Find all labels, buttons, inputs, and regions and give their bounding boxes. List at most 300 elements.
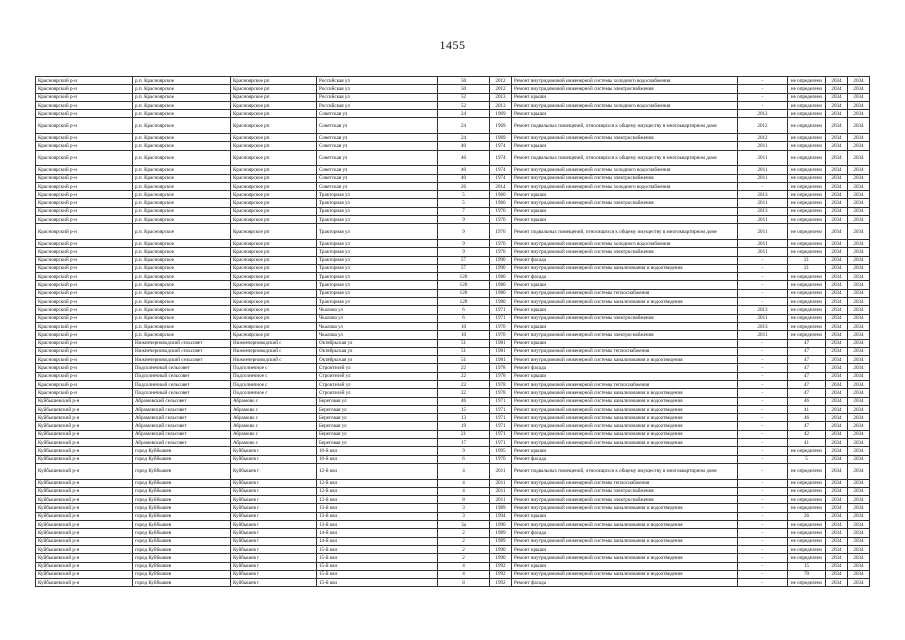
year-built-cell: 1974 bbox=[490, 174, 512, 182]
year-built-cell: 1990 bbox=[490, 256, 512, 264]
wear-percent-cell: не определено bbox=[788, 554, 826, 562]
wear-percent-cell: не определено bbox=[788, 322, 826, 330]
district-cell: Красноярский р-н bbox=[36, 298, 133, 306]
street-cell: Советская ул bbox=[317, 150, 438, 166]
house-number-cell: 9 bbox=[438, 224, 490, 240]
district-cell: Красноярский р-н bbox=[36, 134, 133, 142]
work-type-cell: Ремонт фасада bbox=[512, 273, 738, 281]
work-type-cell: Ремонт подвальных помещений, относящихся к общему имуществу в многоквартирном доме bbox=[512, 150, 738, 166]
house-number-cell: 21 bbox=[438, 430, 490, 438]
district-cell: Куйбышевский р-н bbox=[36, 504, 133, 512]
street-cell: 14-й квл bbox=[317, 537, 438, 545]
plan-year-end-cell: 2034 bbox=[848, 487, 870, 495]
locality-cell: Куйбышев г bbox=[231, 554, 317, 562]
district-cell: Красноярский р-н bbox=[36, 174, 133, 182]
street-cell: 12-й квл bbox=[317, 487, 438, 495]
locality-cell: Красноярское рп bbox=[231, 101, 317, 109]
settlement-cell: р.п. Красноярское bbox=[133, 256, 231, 264]
plan-year-end-cell: 2034 bbox=[848, 207, 870, 215]
wear-percent-cell: не определено bbox=[788, 239, 826, 247]
last-repair-year-cell: 2011 bbox=[738, 331, 788, 339]
plan-year-start-cell: 2034 bbox=[826, 414, 848, 422]
plan-year-end-cell: 2034 bbox=[848, 248, 870, 256]
last-repair-year-cell: - bbox=[738, 405, 788, 413]
wear-percent-cell: 46 bbox=[788, 397, 826, 405]
house-number-cell: 13 bbox=[438, 414, 490, 422]
last-repair-year-cell: - bbox=[738, 389, 788, 397]
plan-year-start-cell: 2034 bbox=[826, 331, 848, 339]
work-type-cell: Ремонт фасада bbox=[512, 455, 738, 463]
table-row bbox=[36, 439, 870, 447]
settlement-cell: Подсолнечный сельсовет bbox=[133, 372, 231, 380]
last-repair-year-cell: - bbox=[738, 479, 788, 487]
last-repair-year-cell: 2011 bbox=[738, 216, 788, 224]
house-number-cell: 52 bbox=[438, 93, 490, 101]
year-built-cell: 1970 bbox=[490, 322, 512, 330]
plan-year-start-cell: 2034 bbox=[826, 118, 848, 134]
wear-percent-cell: не определено bbox=[788, 77, 826, 85]
last-repair-year-cell: 2012 bbox=[738, 110, 788, 118]
locality-cell: Красноярское рп bbox=[231, 199, 317, 207]
year-built-cell: 1969 bbox=[490, 118, 512, 134]
district-cell: Куйбышевский р-н bbox=[36, 463, 133, 479]
work-type-cell: Ремонт крыши bbox=[512, 372, 738, 380]
work-type-cell: Ремонт внутридомовой инженерной системы канализования и водоотведения bbox=[512, 554, 738, 562]
settlement-cell: р.п. Красноярское bbox=[133, 199, 231, 207]
house-number-cell: 4 bbox=[438, 570, 490, 578]
locality-cell: Красноярское рп bbox=[231, 182, 317, 190]
locality-cell: Куйбышев г bbox=[231, 545, 317, 553]
year-built-cell: 1976 bbox=[490, 216, 512, 224]
house-number-cell: 57 bbox=[438, 256, 490, 264]
plan-year-start-cell: 2034 bbox=[826, 93, 848, 101]
wear-percent-cell: 21 bbox=[788, 256, 826, 264]
house-number-cell: 6 bbox=[438, 314, 490, 322]
locality-cell: Красноярское рп bbox=[231, 298, 317, 306]
plan-year-start-cell: 2034 bbox=[826, 182, 848, 190]
locality-cell: Красноярское рп bbox=[231, 239, 317, 247]
last-repair-year-cell: 2011 bbox=[738, 166, 788, 174]
work-type-cell: Ремонт фасада bbox=[512, 364, 738, 372]
plan-year-start-cell: 2034 bbox=[826, 397, 848, 405]
table-row bbox=[36, 134, 870, 142]
wear-percent-cell: не определено bbox=[788, 248, 826, 256]
locality-cell: Подсолнечное с bbox=[231, 389, 317, 397]
work-type-cell: Ремонт крыши bbox=[512, 339, 738, 347]
wear-percent-cell: не определено bbox=[788, 447, 826, 455]
last-repair-year-cell: - bbox=[738, 101, 788, 109]
plan-year-end-cell: 2034 bbox=[848, 191, 870, 199]
work-type-cell: Ремонт внутридомовой инженерной системы электроснабжения bbox=[512, 248, 738, 256]
wear-percent-cell: не определено bbox=[788, 191, 826, 199]
plan-year-end-cell: 2034 bbox=[848, 356, 870, 364]
locality-cell: Красноярское рп bbox=[231, 191, 317, 199]
plan-year-start-cell: 2034 bbox=[826, 314, 848, 322]
street-cell: 13-й квл bbox=[317, 504, 438, 512]
locality-cell: Красноярское рп bbox=[231, 322, 317, 330]
house-number-cell: 120 bbox=[438, 289, 490, 297]
plan-year-end-cell: 2034 bbox=[848, 447, 870, 455]
plan-year-start-cell: 2034 bbox=[826, 364, 848, 372]
plan-year-end-cell: 2034 bbox=[848, 529, 870, 537]
work-type-cell: Ремонт внутридомовой инженерной системы холодного водоснабжения bbox=[512, 101, 738, 109]
wear-percent-cell: не определено bbox=[788, 216, 826, 224]
street-cell: Тракторная ул bbox=[317, 256, 438, 264]
year-built-cell: 1970 bbox=[490, 455, 512, 463]
street-cell: Российская ул bbox=[317, 77, 438, 85]
last-repair-year-cell: - bbox=[738, 487, 788, 495]
plan-year-start-cell: 2034 bbox=[826, 150, 848, 166]
house-number-cell: 9 bbox=[438, 248, 490, 256]
wear-percent-cell: не определено bbox=[788, 496, 826, 504]
plan-year-end-cell: 2034 bbox=[848, 174, 870, 182]
locality-cell: Красноярское рп bbox=[231, 77, 317, 85]
street-cell: 12-й квл bbox=[317, 479, 438, 487]
street-cell: Российская ул bbox=[317, 85, 438, 93]
table-row bbox=[36, 77, 870, 85]
district-cell: Красноярский р-н bbox=[36, 85, 133, 93]
plan-year-end-cell: 2034 bbox=[848, 322, 870, 330]
plan-year-start-cell: 2034 bbox=[826, 356, 848, 364]
district-cell: Куйбышевский р-н bbox=[36, 562, 133, 570]
house-number-cell: 26 bbox=[438, 182, 490, 190]
house-number-cell: 57 bbox=[438, 264, 490, 272]
street-cell: Советская ул bbox=[317, 174, 438, 182]
district-cell: Куйбышевский р-н bbox=[36, 521, 133, 529]
street-cell: Тракторная ул bbox=[317, 224, 438, 240]
district-cell: Красноярский р-н bbox=[36, 364, 133, 372]
district-cell: Куйбышевский р-н bbox=[36, 487, 133, 495]
table-row bbox=[36, 479, 870, 487]
plan-year-end-cell: 2034 bbox=[848, 496, 870, 504]
locality-cell: Красноярское рп bbox=[231, 289, 317, 297]
district-cell: Красноярский р-н bbox=[36, 207, 133, 215]
settlement-cell: р.п. Красноярское bbox=[133, 101, 231, 109]
plan-year-end-cell: 2034 bbox=[848, 463, 870, 479]
work-type-cell: Ремонт крыши bbox=[512, 562, 738, 570]
table-row bbox=[36, 397, 870, 405]
house-number-cell: 120 bbox=[438, 298, 490, 306]
locality-cell: Куйбышев г bbox=[231, 521, 317, 529]
work-type-cell: Ремонт внутридомовой инженерной системы теплоснабжения bbox=[512, 380, 738, 388]
district-cell: Куйбышевский р-н bbox=[36, 496, 133, 504]
year-built-cell: 1976 bbox=[490, 248, 512, 256]
district-cell: Куйбышевский р-н bbox=[36, 579, 133, 587]
last-repair-year-cell: - bbox=[738, 570, 788, 578]
plan-year-end-cell: 2034 bbox=[848, 182, 870, 190]
wear-percent-cell: 26 bbox=[788, 512, 826, 520]
last-repair-year-cell: - bbox=[738, 521, 788, 529]
settlement-cell: город Куйбышев bbox=[133, 512, 231, 520]
plan-year-end-cell: 2034 bbox=[848, 380, 870, 388]
wear-percent-cell: не определено bbox=[788, 182, 826, 190]
wear-percent-cell: не определено bbox=[788, 298, 826, 306]
locality-cell: Красноярское рп bbox=[231, 110, 317, 118]
table-row bbox=[36, 455, 870, 463]
settlement-cell: город Куйбышев bbox=[133, 570, 231, 578]
settlement-cell: город Куйбышев bbox=[133, 521, 231, 529]
plan-year-start-cell: 2034 bbox=[826, 166, 848, 174]
plan-year-start-cell: 2034 bbox=[826, 77, 848, 85]
district-cell: Красноярский р-н bbox=[36, 150, 133, 166]
year-built-cell: 1971 bbox=[490, 405, 512, 413]
district-cell: Красноярский р-н bbox=[36, 347, 133, 355]
settlement-cell: р.п. Красноярское bbox=[133, 306, 231, 314]
plan-year-end-cell: 2034 bbox=[848, 422, 870, 430]
wear-percent-cell: не определено bbox=[788, 85, 826, 93]
work-type-cell: Ремонт внутридомовой инженерной системы канализования и водоотведения bbox=[512, 389, 738, 397]
last-repair-year-cell: - bbox=[738, 298, 788, 306]
plan-year-start-cell: 2034 bbox=[826, 216, 848, 224]
plan-year-end-cell: 2034 bbox=[848, 101, 870, 109]
plan-year-end-cell: 2034 bbox=[848, 430, 870, 438]
last-repair-year-cell: 2011 bbox=[738, 314, 788, 322]
settlement-cell: р.п. Красноярское bbox=[133, 142, 231, 150]
plan-year-end-cell: 2034 bbox=[848, 110, 870, 118]
settlement-cell: город Куйбышев bbox=[133, 579, 231, 587]
district-cell: Красноярский р-н bbox=[36, 191, 133, 199]
house-number-cell: 40 bbox=[438, 174, 490, 182]
street-cell: Береговая ул bbox=[317, 397, 438, 405]
house-number-cell: 24 bbox=[438, 110, 490, 118]
street-cell: Октябрьская ул bbox=[317, 347, 438, 355]
work-type-cell: Ремонт подвальных помещений, относящихся к общему имуществу в многоквартирном доме bbox=[512, 463, 738, 479]
work-type-cell: Ремонт крыши bbox=[512, 110, 738, 118]
work-type-cell: Ремонт подвальных помещений, относящихся к общему имуществу в многоквартирном доме bbox=[512, 224, 738, 240]
work-type-cell: Ремонт внутридомовой инженерной системы канализования и водоотведения bbox=[512, 521, 738, 529]
house-number-cell: 3 bbox=[438, 512, 490, 520]
last-repair-year-cell: 2011 bbox=[738, 174, 788, 182]
locality-cell: Красноярское рп bbox=[231, 331, 317, 339]
work-type-cell: Ремонт крыши bbox=[512, 93, 738, 101]
last-repair-year-cell: 2011 bbox=[738, 239, 788, 247]
wear-percent-cell: 15 bbox=[788, 562, 826, 570]
district-cell: Куйбышевский р-н bbox=[36, 512, 133, 520]
last-repair-year-cell: 2013 bbox=[738, 207, 788, 215]
settlement-cell: Абрамовский сельсовет bbox=[133, 414, 231, 422]
house-number-cell: 4 bbox=[438, 479, 490, 487]
settlement-cell: Нижнечерноводский сельсовет bbox=[133, 339, 231, 347]
house-number-cell: 6 bbox=[438, 306, 490, 314]
wear-percent-cell: не определено bbox=[788, 579, 826, 587]
plan-year-end-cell: 2034 bbox=[848, 306, 870, 314]
district-cell: Красноярский р-н bbox=[36, 224, 133, 240]
plan-year-start-cell: 2034 bbox=[826, 372, 848, 380]
last-repair-year-cell: - bbox=[738, 439, 788, 447]
locality-cell: Нижнечерноводский с bbox=[231, 347, 317, 355]
plan-year-start-cell: 2034 bbox=[826, 224, 848, 240]
house-number-cell: 5 bbox=[438, 191, 490, 199]
plan-year-end-cell: 2034 bbox=[848, 545, 870, 553]
street-cell: Тракторная ул bbox=[317, 239, 438, 247]
year-built-cell: 1992 bbox=[490, 579, 512, 587]
plan-year-end-cell: 2034 bbox=[848, 364, 870, 372]
plan-year-start-cell: 2034 bbox=[826, 521, 848, 529]
wear-percent-cell: 47 bbox=[788, 339, 826, 347]
table-row bbox=[36, 339, 870, 347]
table-row bbox=[36, 281, 870, 289]
last-repair-year-cell: - bbox=[738, 529, 788, 537]
house-number-cell: 40 bbox=[438, 142, 490, 150]
locality-cell: Красноярское рп bbox=[231, 314, 317, 322]
house-number-cell: 10 bbox=[438, 322, 490, 330]
locality-cell: Куйбышев г bbox=[231, 579, 317, 587]
district-cell: Куйбышевский р-н bbox=[36, 422, 133, 430]
last-repair-year-cell: - bbox=[738, 422, 788, 430]
year-built-cell: 1989 bbox=[490, 504, 512, 512]
table-row bbox=[36, 372, 870, 380]
year-built-cell: 1992 bbox=[490, 570, 512, 578]
last-repair-year-cell: 2011 bbox=[738, 199, 788, 207]
locality-cell: Подсолнечное с bbox=[231, 380, 317, 388]
work-type-cell: Ремонт фасада bbox=[512, 256, 738, 264]
last-repair-year-cell: - bbox=[738, 281, 788, 289]
last-repair-year-cell: - bbox=[738, 504, 788, 512]
year-built-cell: 1981 bbox=[490, 356, 512, 364]
work-type-cell: Ремонт внутридомовой инженерной системы холодного водоснабжения bbox=[512, 166, 738, 174]
plan-year-end-cell: 2034 bbox=[848, 570, 870, 578]
plan-year-end-cell: 2034 bbox=[848, 389, 870, 397]
year-built-cell: 1960 bbox=[490, 191, 512, 199]
street-cell: Строителей ул bbox=[317, 364, 438, 372]
house-number-cell: 24 bbox=[438, 118, 490, 134]
table-row bbox=[36, 422, 870, 430]
last-repair-year-cell: 2011 bbox=[738, 224, 788, 240]
street-cell: Тракторная ул bbox=[317, 298, 438, 306]
capital-repair-table bbox=[35, 76, 870, 587]
settlement-cell: р.п. Красноярское bbox=[133, 248, 231, 256]
table-row bbox=[36, 191, 870, 199]
plan-year-end-cell: 2034 bbox=[848, 504, 870, 512]
street-cell: Тракторная ул bbox=[317, 264, 438, 272]
street-cell: Советская ул bbox=[317, 110, 438, 118]
wear-percent-cell: не определено bbox=[788, 199, 826, 207]
locality-cell: Красноярское рп bbox=[231, 216, 317, 224]
wear-percent-cell: не определено bbox=[788, 150, 826, 166]
locality-cell: Нижнечерноводский с bbox=[231, 339, 317, 347]
settlement-cell: город Куйбышев bbox=[133, 447, 231, 455]
settlement-cell: р.п. Красноярское bbox=[133, 216, 231, 224]
last-repair-year-cell: - bbox=[738, 93, 788, 101]
district-cell: Красноярский р-н bbox=[36, 182, 133, 190]
year-built-cell: 2011 bbox=[490, 487, 512, 495]
plan-year-start-cell: 2034 bbox=[826, 281, 848, 289]
plan-year-start-cell: 2034 bbox=[826, 380, 848, 388]
locality-cell: Подсолнечное с bbox=[231, 364, 317, 372]
street-cell: Береговая ул bbox=[317, 414, 438, 422]
work-type-cell: Ремонт внутридомовой инженерной системы электроснабжения bbox=[512, 85, 738, 93]
table-row bbox=[36, 110, 870, 118]
plan-year-end-cell: 2034 bbox=[848, 512, 870, 520]
plan-year-start-cell: 2034 bbox=[826, 191, 848, 199]
street-cell: Строителей ул bbox=[317, 389, 438, 397]
wear-percent-cell: 41 bbox=[788, 439, 826, 447]
wear-percent-cell: не определено bbox=[788, 504, 826, 512]
street-cell: Чкалова ул bbox=[317, 322, 438, 330]
street-cell: Советская ул bbox=[317, 118, 438, 134]
settlement-cell: город Куйбышев bbox=[133, 479, 231, 487]
year-built-cell: 1981 bbox=[490, 347, 512, 355]
wear-percent-cell: 47 bbox=[788, 422, 826, 430]
wear-percent-cell: 47 bbox=[788, 372, 826, 380]
street-cell: Строителей ул bbox=[317, 380, 438, 388]
wear-percent-cell: не определено bbox=[788, 545, 826, 553]
house-number-cell: 40 bbox=[438, 166, 490, 174]
plan-year-start-cell: 2034 bbox=[826, 142, 848, 150]
work-type-cell: Ремонт внутридомовой инженерной системы холодного водоснабжения bbox=[512, 239, 738, 247]
plan-year-end-cell: 2034 bbox=[848, 273, 870, 281]
table-row bbox=[36, 562, 870, 570]
table-row bbox=[36, 142, 870, 150]
plan-year-start-cell: 2034 bbox=[826, 174, 848, 182]
last-repair-year-cell: - bbox=[738, 455, 788, 463]
district-cell: Куйбышевский р-н bbox=[36, 430, 133, 438]
street-cell: Тракторная ул bbox=[317, 281, 438, 289]
year-built-cell: 1971 bbox=[490, 306, 512, 314]
plan-year-start-cell: 2034 bbox=[826, 134, 848, 142]
table-row bbox=[36, 85, 870, 93]
table-row bbox=[36, 216, 870, 224]
last-repair-year-cell: 2013 bbox=[738, 191, 788, 199]
street-cell: 10-й квл bbox=[317, 455, 438, 463]
last-repair-year-cell: - bbox=[738, 182, 788, 190]
table-row bbox=[36, 554, 870, 562]
street-cell: 12-й квл bbox=[317, 496, 438, 504]
table-row bbox=[36, 306, 870, 314]
street-cell: Тракторная ул bbox=[317, 216, 438, 224]
district-cell: Куйбышевский р-н bbox=[36, 545, 133, 553]
locality-cell: Куйбышев г bbox=[231, 496, 317, 504]
street-cell: 14-й квл bbox=[317, 529, 438, 537]
settlement-cell: р.п. Красноярское bbox=[133, 182, 231, 190]
last-repair-year-cell: - bbox=[738, 430, 788, 438]
street-cell: 13-й квл bbox=[317, 521, 438, 529]
district-cell: Красноярский р-н bbox=[36, 273, 133, 281]
work-type-cell: Ремонт крыши bbox=[512, 545, 738, 553]
year-built-cell: 1971 bbox=[490, 430, 512, 438]
last-repair-year-cell: - bbox=[738, 562, 788, 570]
locality-cell: Красноярское рп bbox=[231, 166, 317, 174]
plan-year-start-cell: 2034 bbox=[826, 347, 848, 355]
locality-cell: Красноярское рп bbox=[231, 174, 317, 182]
street-cell: Береговая ул bbox=[317, 405, 438, 413]
wear-percent-cell: 47 bbox=[788, 389, 826, 397]
wear-percent-cell: не определено bbox=[788, 479, 826, 487]
work-type-cell: Ремонт внутридомовой инженерной системы теплоснабжения bbox=[512, 347, 738, 355]
work-type-cell: Ремонт внутридомовой инженерной системы канализования и водоотведения bbox=[512, 405, 738, 413]
last-repair-year-cell: - bbox=[738, 339, 788, 347]
wear-percent-cell: не определено bbox=[788, 166, 826, 174]
work-type-cell: Ремонт внутридомовой инженерной системы канализования и водоотведения bbox=[512, 422, 738, 430]
last-repair-year-cell: - bbox=[738, 347, 788, 355]
house-number-cell: 50 bbox=[438, 85, 490, 93]
plan-year-start-cell: 2034 bbox=[826, 264, 848, 272]
plan-year-end-cell: 2034 bbox=[848, 77, 870, 85]
table-row bbox=[36, 93, 870, 101]
street-cell: Советская ул bbox=[317, 182, 438, 190]
wear-percent-cell: 47 bbox=[788, 356, 826, 364]
year-built-cell: 2014 bbox=[490, 182, 512, 190]
wear-percent-cell: не определено bbox=[788, 289, 826, 297]
district-cell: Красноярский р-н bbox=[36, 322, 133, 330]
year-built-cell: 2011 bbox=[490, 496, 512, 504]
settlement-cell: Подсолнечный сельсовет bbox=[133, 380, 231, 388]
work-type-cell: Ремонт крыши bbox=[512, 142, 738, 150]
page-number: 1455 bbox=[439, 38, 466, 52]
plan-year-start-cell: 2034 bbox=[826, 579, 848, 587]
locality-cell: Абрамово с bbox=[231, 422, 317, 430]
table-row bbox=[36, 331, 870, 339]
